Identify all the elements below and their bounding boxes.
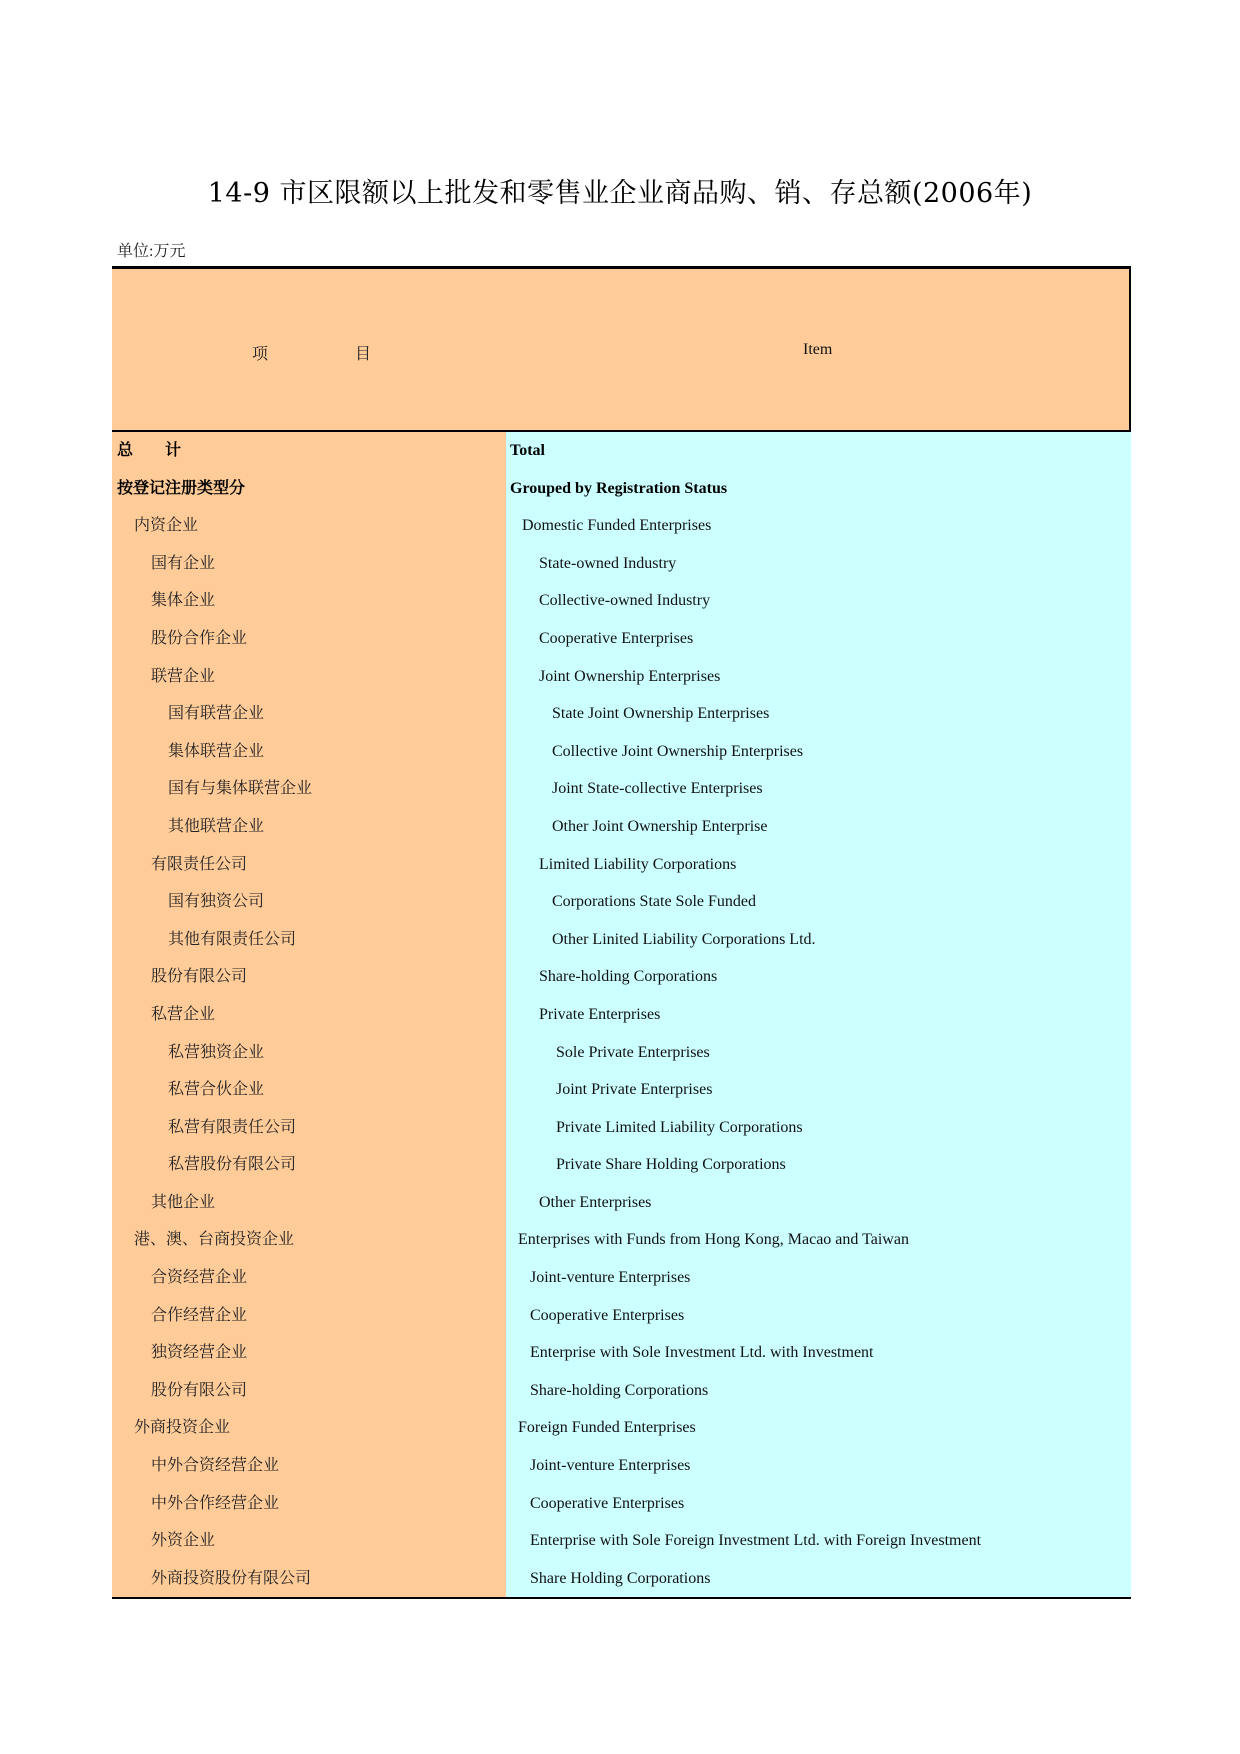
table-row-en: State-owned Industry [539, 554, 677, 572]
table-row-en: Joint-venture Enterprises [530, 1269, 691, 1287]
table-row-en: Share Holding Corporations [530, 1569, 711, 1587]
table-row-zh: 国有独资公司 [168, 893, 265, 911]
table-row-en: Cooperative Enterprises [530, 1494, 685, 1512]
table-row-en: Collective-owned Industry [539, 592, 711, 610]
table-row-zh: 私营合伙企业 [168, 1081, 265, 1099]
table-row-zh: 集体企业 [151, 592, 216, 610]
table-row-zh: 联营企业 [151, 667, 216, 685]
table-row-zh: 有限责任公司 [151, 855, 248, 873]
table-row-zh: 独资经营企业 [151, 1344, 248, 1362]
table-body [112, 432, 1131, 1597]
table-row-en: Share-holding Corporations [530, 1381, 709, 1399]
page-title: 14-9 市区限额以上批发和零售业企业商品购、销、存总额(2006年) [207, 178, 1033, 209]
table-row-zh: 私营独资企业 [168, 1043, 265, 1061]
table-row-en: Grouped by Registration Status [510, 479, 728, 497]
table-row-zh: 中外合作经营企业 [151, 1494, 280, 1512]
table-row-zh: 其他联营企业 [168, 817, 265, 835]
table-row-zh: 港、澳、台商投资企业 [134, 1231, 295, 1249]
table-row-zh: 合作经营企业 [151, 1306, 248, 1324]
header-item-zh-1: 项 [252, 346, 269, 363]
table-row-en: Joint Private Enterprises [556, 1081, 713, 1099]
table-row-en: Cooperative Enterprises [530, 1306, 685, 1324]
table-row-en: Other Linited Liability Corporations Ltd. [552, 930, 816, 948]
table-row-en: Enterprise with Sole Foreign Investment Ltd. with Foreign Investment [530, 1532, 982, 1550]
table-row-en: Sole Private Enterprises [556, 1043, 710, 1061]
table-row-en: Collective Joint Ownership Enterprises [552, 742, 804, 760]
table-row-en: Corporations State Sole Funded [552, 893, 756, 911]
table-row-zh: 外资企业 [151, 1532, 216, 1550]
table-row-zh: 集体联营企业 [168, 742, 265, 760]
table-row-en: Total [510, 442, 545, 459]
table-row-en: Enterprise with Sole Investment Ltd. with Investment [530, 1344, 874, 1362]
table-row-zh: 股份有限公司 [151, 968, 248, 986]
table-row-en: Domestic Funded Enterprises [522, 517, 712, 535]
table-row-zh: 其他有限责任公司 [168, 930, 297, 948]
table-row-en: Joint State-collective Enterprises [552, 780, 763, 798]
table-row-en: Cooperative Enterprises [539, 629, 694, 647]
table-row-zh: 国有联营企业 [168, 705, 265, 723]
table-row-zh: 国有企业 [151, 554, 216, 572]
table-row-zh: 总 计 [117, 442, 182, 459]
table-row-en: State Joint Ownership Enterprises [552, 705, 770, 723]
table-row-en: Other Enterprises [539, 1193, 652, 1211]
table-header [112, 269, 1131, 432]
table-row-en: Enterprises with Funds from Hong Kong, Macao and Taiwan [518, 1231, 909, 1249]
bottom-rule-divider [112, 1597, 1131, 1599]
unit-label: 单位:万元 [117, 243, 186, 260]
header-item-en: Item [803, 341, 833, 358]
table-row-zh: 中外合资经营企业 [151, 1457, 280, 1475]
table-row-en: Private Enterprises [539, 1005, 661, 1023]
chinese-item-column [112, 432, 506, 1597]
table-row-zh: 外商投资企业 [134, 1419, 231, 1437]
header-item-zh-2: 目 [355, 346, 372, 363]
table-row-zh: 私营有限责任公司 [168, 1118, 297, 1136]
table-row-en: Private Limited Liability Corporations [556, 1118, 803, 1136]
table-row-zh: 外商投资股份有限公司 [151, 1569, 312, 1587]
table-row-zh: 股份有限公司 [151, 1381, 248, 1399]
table-row-en: Other Joint Ownership Enterprise [552, 817, 768, 835]
table-row-zh: 按登记注册类型分 [117, 479, 246, 497]
table-row-zh: 合资经营企业 [151, 1269, 248, 1287]
table-row-zh: 私营股份有限公司 [168, 1156, 297, 1174]
table-row-en: Private Share Holding Corporations [556, 1156, 786, 1174]
table-row-zh: 内资企业 [134, 517, 199, 535]
table-row-en: Share-holding Corporations [539, 968, 718, 986]
table-row-en: Limited Liability Corporations [539, 855, 737, 873]
table-row-zh: 其他企业 [151, 1193, 216, 1211]
table-row-zh: 私营企业 [151, 1005, 216, 1023]
table-row-en: Joint Ownership Enterprises [539, 667, 721, 685]
table-row-en: Joint-venture Enterprises [530, 1457, 691, 1475]
table-row-zh: 股份合作企业 [151, 629, 248, 647]
english-item-column [506, 432, 1131, 1597]
table-row-zh: 国有与集体联营企业 [168, 780, 313, 798]
table-row-en: Foreign Funded Enterprises [518, 1419, 696, 1437]
data-table [112, 266, 1131, 1599]
